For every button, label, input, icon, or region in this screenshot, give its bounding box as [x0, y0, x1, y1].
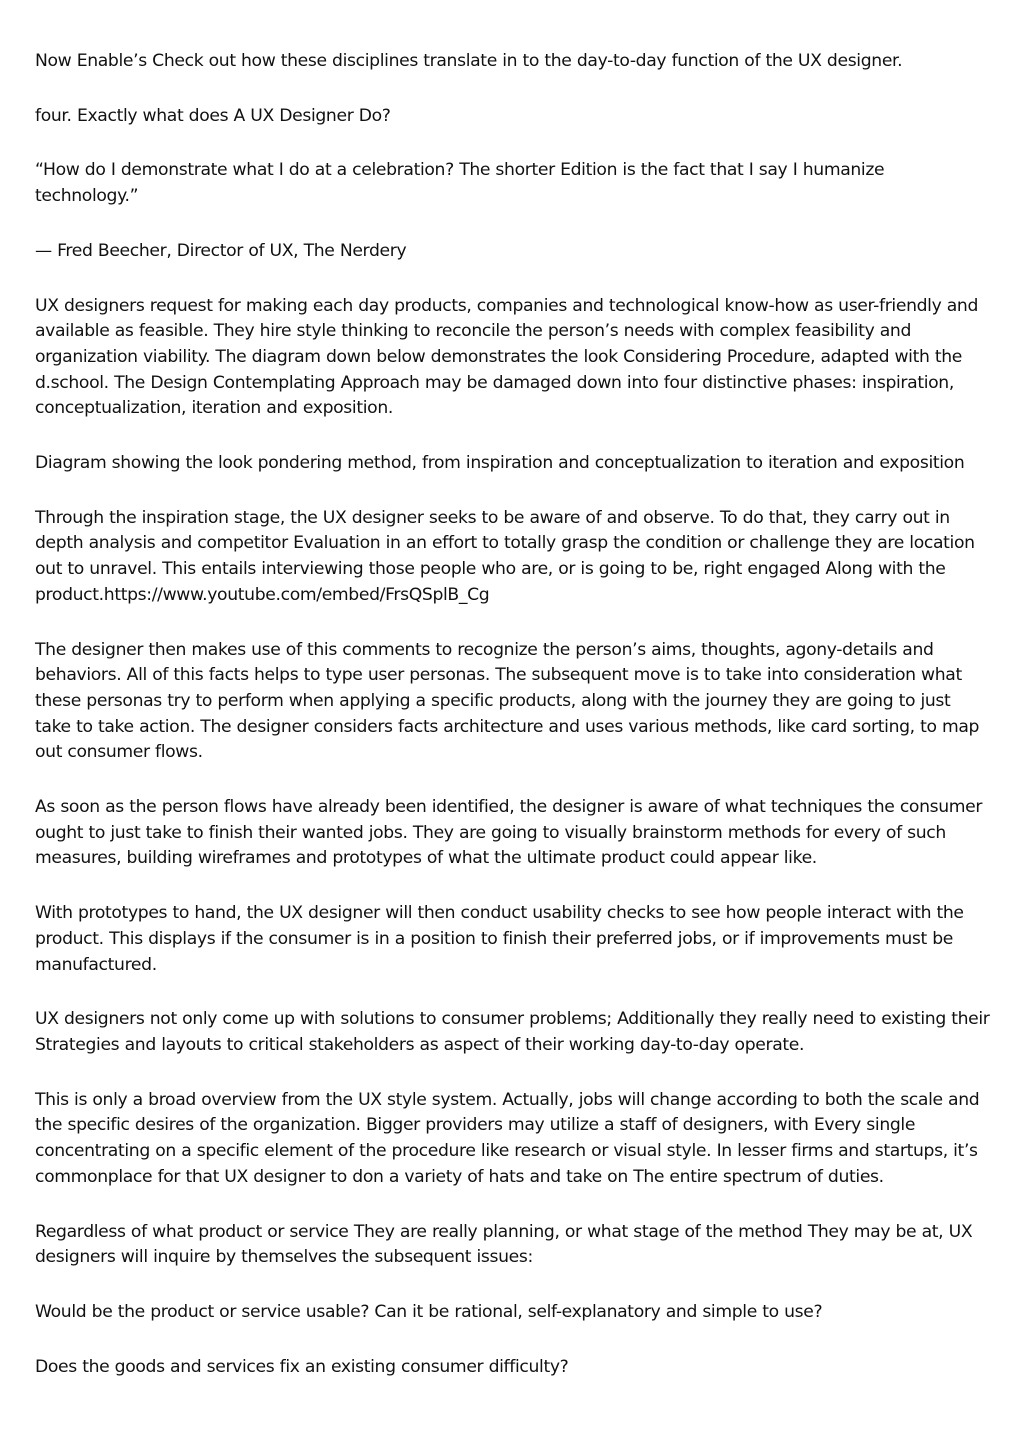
body-paragraph: UX designers request for making each day products, companies and technological know-how as user-friendly and available as feasible. They hire style thinking to reconcile the person’s needs with complex feasibility and organization viability. The diagram down below demonstrates the look Considering Procedure, adapted with the d.school. The Design Contemplating Approach may be damaged down into four distinctive phases: inspiration, conceptualization, iteration and exposition.: [35, 295, 979, 419]
body-paragraph: The designer then makes use of this comments to recognize the person’s aims, thoughts, agony-details and behaviors. All of this facts helps to type user personas. The subsequent move is to take into consideration what these personas try to perform when applying a specific products, along with the journey they are going to just take to take action. The designer considers facts architecture and uses various methods, like card sorting, to map out consumer flows.: [35, 639, 980, 763]
question-paragraph: Does the goods and services fix an existing consumer difficulty?: [35, 1356, 569, 1377]
diagram-caption: Diagram showing the look pondering method, from inspiration and conceptualization to iteration and exposition: [35, 453, 965, 474]
question-paragraph: Would be the product or service usable? Can it be rational, self-explanatory and simple to use?: [35, 1301, 823, 1322]
body-paragraph: With prototypes to hand, the UX designer will then conduct usability checks to see how people interact with the product. This displays if the consumer is in a position to finish their preferred jobs, or if improvements must be manufactured.: [35, 903, 964, 975]
body-paragraph: As soon as the person flows have already been identified, the designer is aware of what techniques the consumer ought to just take to finish their wanted jobs. They are going to visually brainstorm methods for every of such measures, building wireframes and prototypes of what the ultimate product could appear like.: [35, 797, 983, 869]
section-heading: four. Exactly what does A UX Designer Do?: [35, 105, 391, 126]
body-paragraph: Through the inspiration stage, the UX designer seeks to be aware of and observe. To do that, they carry out in depth analysis and competitor Evaluation in an effort to totally grasp the condition or challenge they are location out to unravel. This entails interviewing those people who are, or is going to be, right engaged Along with the product.https://www.youtube.com/embed/FrsQSplB_Cg: [35, 507, 975, 605]
quote-paragraph: “How do I demonstrate what I do at a celebration? The shorter Edition is the fact that I say I humanize technology.”: [35, 160, 885, 207]
body-paragraph: This is only a broad overview from the UX style system. Actually, jobs will change according to both the scale and the specific desires of the organization. Bigger providers may utilize a staff of designers, with Every single concentrating on a specific element of the procedure like research or visual style. In lesser firms and startups, it’s commonplace for that UX designer to don a variety of hats and take on The entire spectrum of duties.: [35, 1089, 980, 1187]
quote-attribution: — Fred Beecher, Director of UX, The Nerdery: [35, 240, 407, 261]
body-paragraph: UX designers not only come up with solutions to consumer problems; Additionally they really need to existing their Strategies and layouts to critical stakeholders as aspect of their working day-to-day operate.: [35, 1009, 990, 1055]
body-paragraph: Regardless of what product or service They are really planning, or what stage of the method They may be at, UX designers will inquire by themselves the subsequent issues:: [35, 1221, 973, 1268]
document-page: [35, 49, 990, 1409]
intro-paragraph: Now Enable’s Check out how these disciplines translate in to the day-to-day function of the UX designer.: [35, 51, 903, 71]
